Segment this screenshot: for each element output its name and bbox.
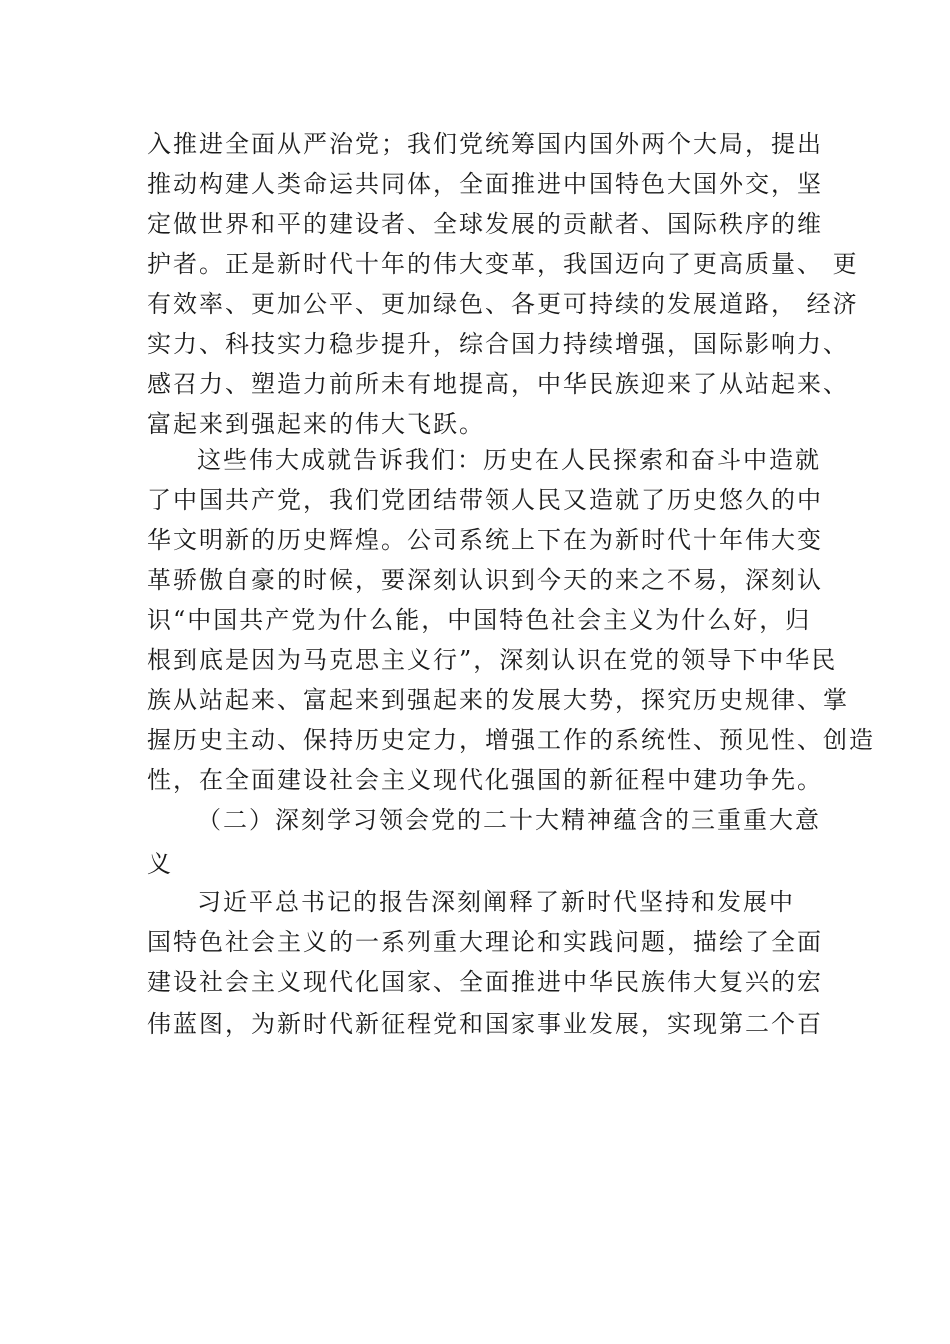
paragraph-3-line: 习近平总书记的报告深刻阐释了新时代坚持和发展中 — [197, 888, 795, 916]
paragraph-1-line: 定做世界和平的建设者、全球发展的贡献者、国际秩序的维 — [147, 210, 823, 238]
paragraph-2-line: 革骄傲自豪的时候，要深刻认识到今天的来之不易，深刻认 — [147, 566, 823, 594]
paragraph-1-line: 推动构建人类命运共同体，全面推进中国特色大国外交，坚 — [147, 170, 823, 198]
paragraph-2-line: 族从站起来、富起来到强起来的发展大势，探究历史规律、掌 — [147, 686, 849, 714]
paragraph-1-line: 护者。正是新时代十年的伟大变革，我国迈向了更高质量、 更 — [147, 250, 859, 278]
paragraph-1-line: 入推进全面从严治党；我们党统筹国内国外两个大局，提出 — [147, 130, 823, 158]
paragraph-1-line: 富起来到强起来的伟大飞跃。 — [147, 410, 485, 438]
paragraph-2-line: 这些伟大成就告诉我们：历史在人民探索和奋斗中造就 — [197, 446, 821, 474]
paragraph-2-line: 识“中国共产党为什么能，中国特色社会主义为什么好，归 — [147, 606, 812, 634]
section-heading-line: 义 — [147, 850, 173, 878]
paragraph-3-line: 伟蓝图，为新时代新征程党和国家事业发展，实现第二个百 — [147, 1010, 823, 1038]
paragraph-3-line: 建设社会主义现代化国家、全面推进中华民族伟大复兴的宏 — [147, 968, 823, 996]
paragraph-3-line: 国特色社会主义的一系列重大理论和实践问题，描绘了全面 — [147, 928, 823, 956]
paragraph-2-line: 了中国共产党，我们党团结带领人民又造就了历史悠久的中 — [147, 486, 823, 514]
paragraph-1-line: 实力、科技实力稳步提升，综合国力持续增强，国际影响力、 — [147, 330, 849, 358]
paragraph-2-line: 性，在全面建设社会主义现代化强国的新征程中建功争先。 — [147, 766, 823, 794]
paragraph-2-line: 华文明新的历史辉煌。公司系统上下在为新时代十年伟大变 — [147, 526, 823, 554]
paragraph-2-line: 根到底是因为马克思主义行”，深刻认识在党的领导下中华民 — [147, 646, 838, 674]
paragraph-1-line: 感召力、塑造力前所未有地提高，中华民族迎来了从站起来、 — [147, 370, 849, 398]
paragraph-1-line: 有效率、更加公平、更加绿色、各更可持续的发展道路， 经济 — [147, 290, 859, 318]
paragraph-2-line: 握历史主动、保持历史定力，增强工作的系统性、预见性、创造 — [147, 726, 875, 754]
section-heading-line: （二）深刻学习领会党的二十大精神蕴含的三重重大意 — [197, 806, 821, 834]
